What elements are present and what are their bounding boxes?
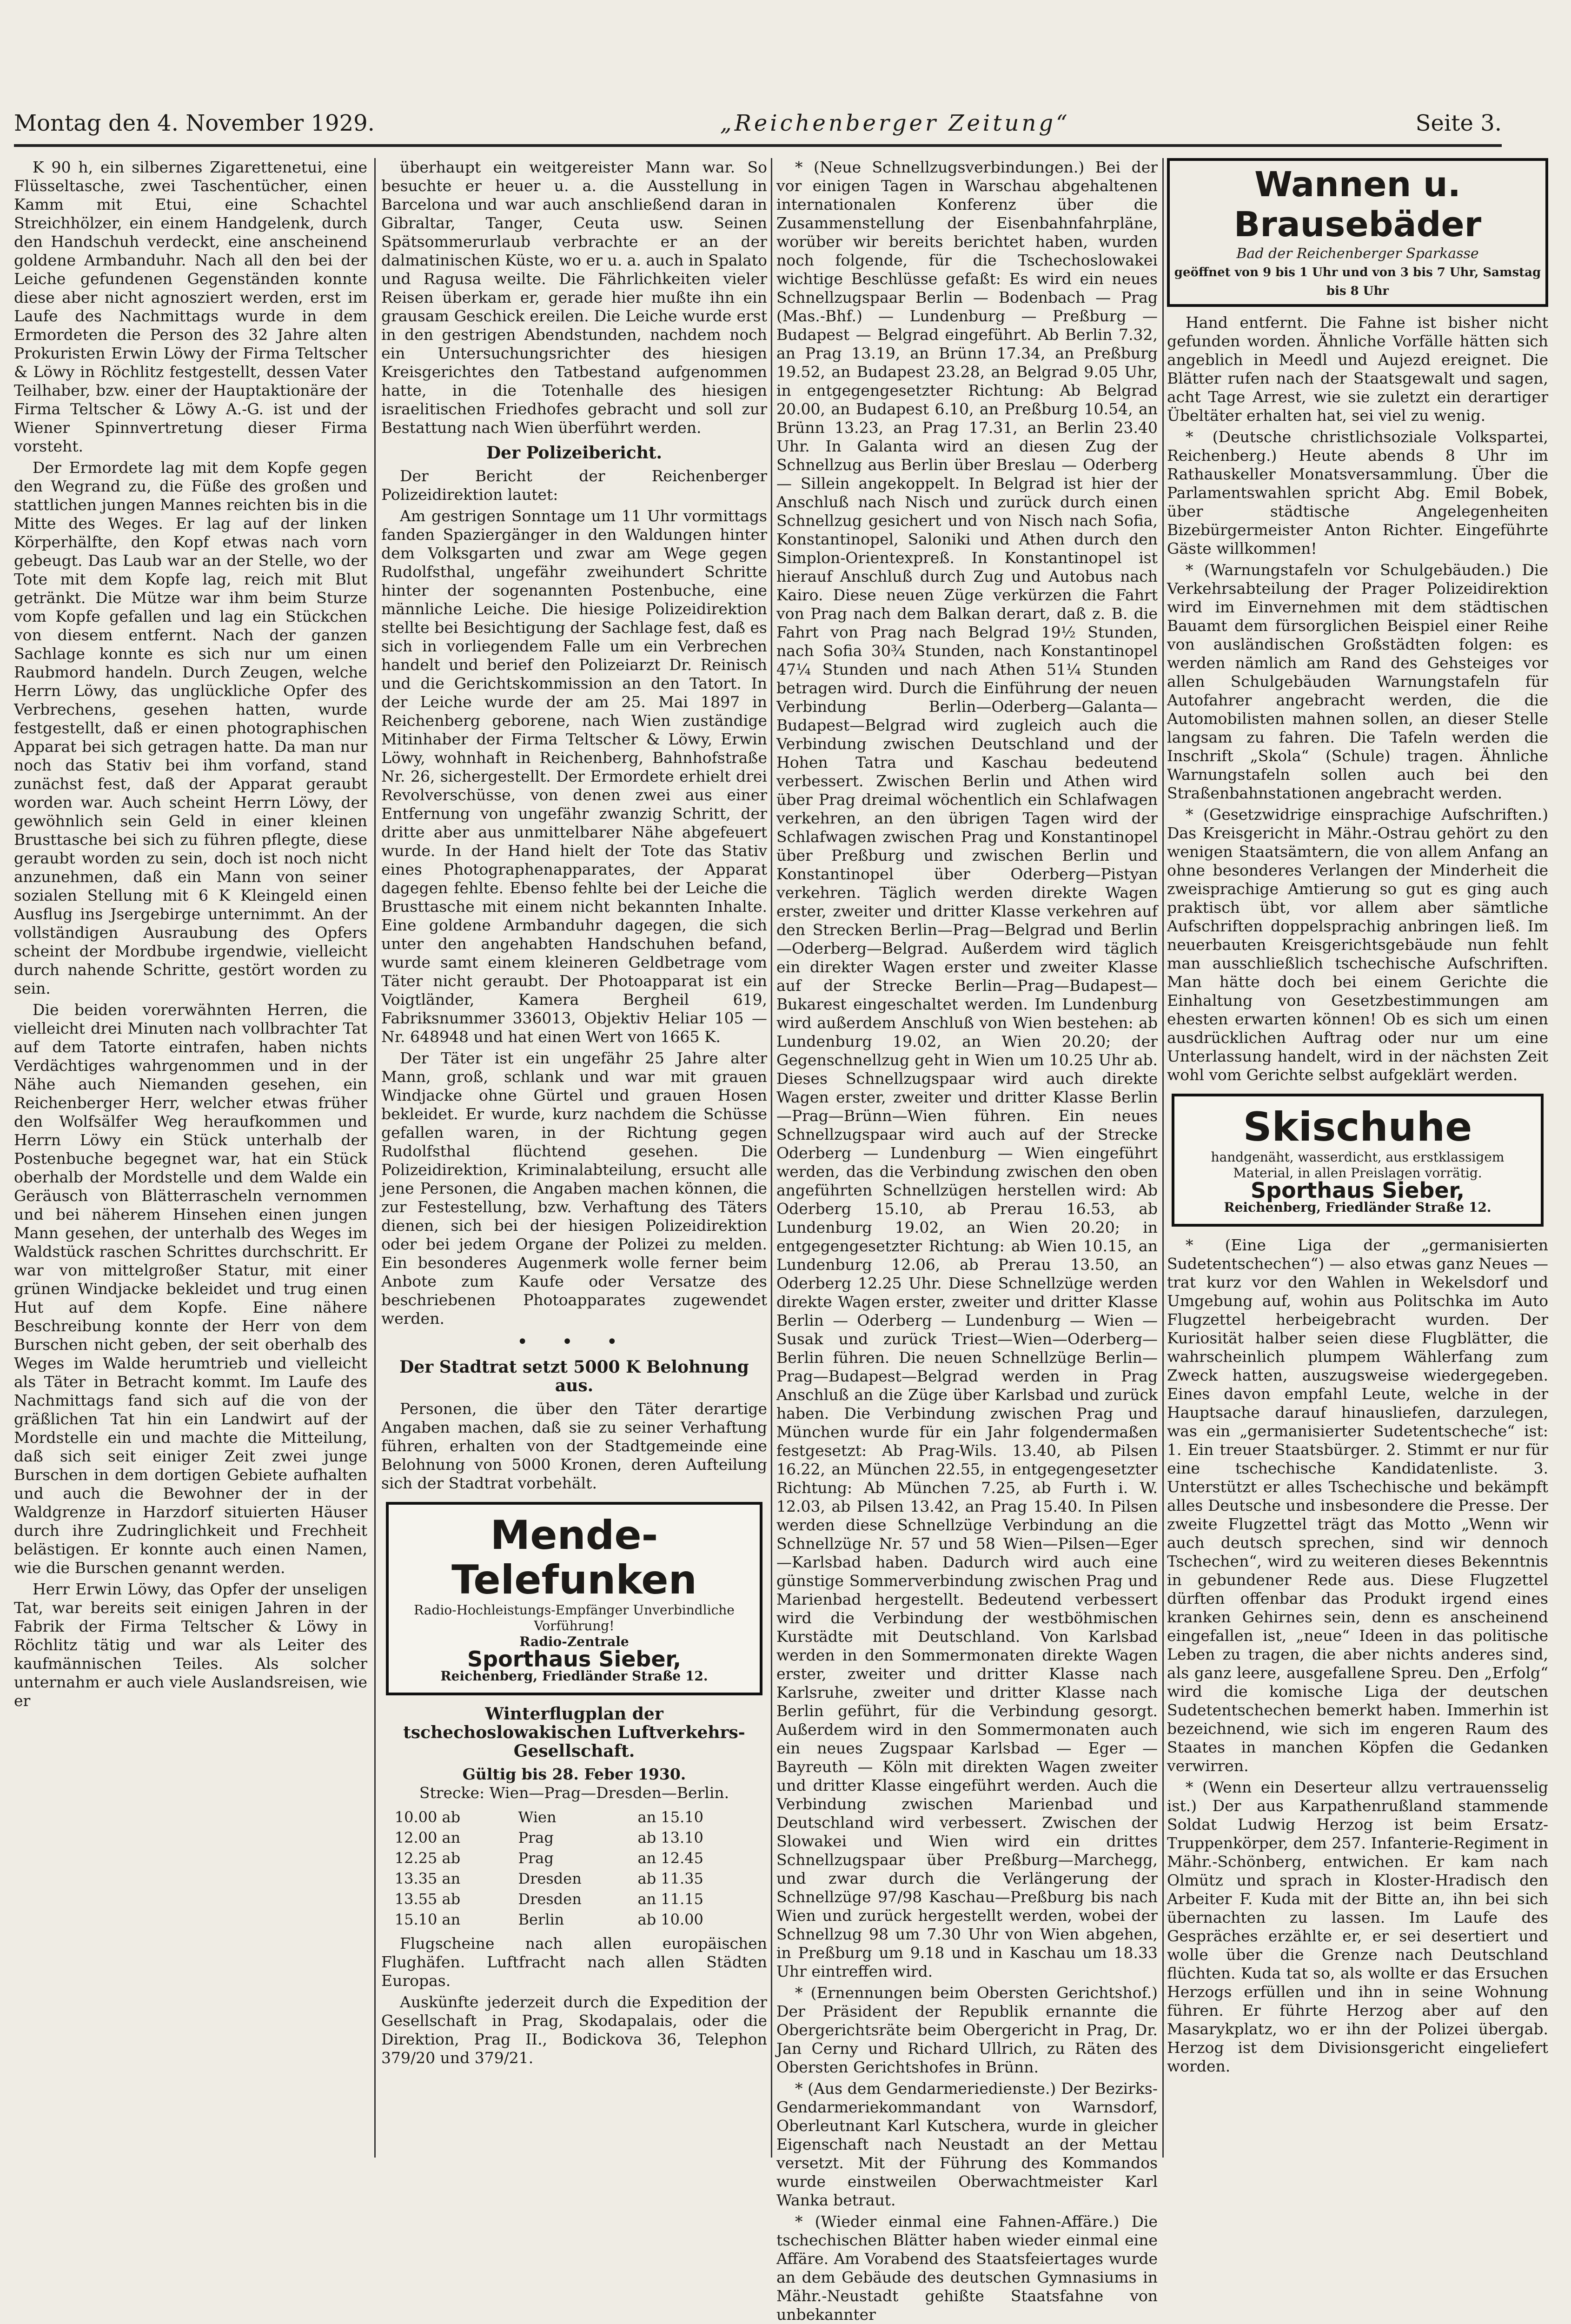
ad-shop: Sporthaus Sieber, [1251,1178,1465,1203]
flight-row [391,1848,758,1868]
header-masthead: „Reichenberger Zeitung“ [720,110,1070,136]
flight-row [391,1827,758,1848]
newspaper-page [14,19,1558,2324]
article-paragraph: * (Ernennungen beim Obersten Gerichtshof.) Der Präsident der Republik ernannte die Obergerichtsräte beim Obergericht in Prag, Dr. Jan Cerny und Richard Ullrich, zu Räten des Obersten Gerichtshofes in Brünn. [776,1984,1158,2076]
ad-address: Reichenberg, Friedländer Straße 12. [1224,1200,1491,1215]
flight-cell: 15.10 an [394,1911,461,1928]
column-rule [771,158,772,2158]
header-page-number: Seite 3. [1415,110,1502,136]
column-2 [381,158,767,2158]
column-4 [1167,158,1548,2158]
article-paragraph: Die beiden vorerwähnten Herren, die vielleicht drei Minuten nach vollbrachter Tat auf dem Tatorte eintrafen, haben nichts Verdächtiges wahrgenommen und in der Nähe auch Niemanden gesehen, ein Reichenberger Herr, welcher etwas früher den Wolfsälfer Weg heraufkommen und Herrn Löwy ein Stück unterhalb der Postenbuche begegnet war, hat ein Stück oberhalb der Mordstelle und dem Walde ein Geräusch von Blätterrascheln vernommen und bei näherem Hinsehen einen jungen Mann gesehen, der unterhalb des Weges im Waldstück raschen Schrittes durchschritt. Er war von mittelgroßer Statur, mit einer grünen Windjacke bekleidet und trug einen Hut auf dem Kopfe. Eine nähere Beschreibung konnte der Herr von dem Burschen nicht geben, der seit oberhalb des Weges im Walde herumtrieb und vielleicht als Täter in Betracht kommt. Im Laufe des Nachmittags fand sich auf die von der gräßlichen Tat hin ein Landwirt auf der Mordstelle ein und machte die Mitteilung, daß sich seit einiger Zeit zwei junge Burschen in dem dortigen Gebiete aufhalten und auch die Bewohner der in der Waldgrenze in Harzdorf situierten Häuser durch ihre Zudringlichkeit und Frechheit belästigen. Er konnte auch einen Namen, wie die Burschen genannt werden. [14,1001,367,1577]
ad-title: Mende-Telefunken [451,1512,697,1603]
ad-description: handgenäht, wasserdicht, aus erstklassigem Material, in allen Preislagen vorrätig. [1211,1149,1505,1181]
flight-cell: ab 13.10 [637,1829,703,1846]
flight-cell: ab 10.00 [637,1911,703,1928]
ad-title: Skischuhe [1243,1104,1472,1150]
flight-cell: Dresden [518,1870,582,1887]
flight-cell: an 15.10 [637,1808,703,1826]
flight-row [391,1909,758,1930]
section-heading: Der Stadtrat setzt 5000 K Belohnung aus. [399,1357,749,1395]
flight-cell: an 12.45 [637,1849,703,1867]
header-date: Montag den 4. November 1929. [14,110,375,136]
flight-cell: Dresden [518,1890,582,1908]
flight-cell: 12.25 ab [394,1849,461,1867]
article-paragraph: Personen, die über den Täter derartige Angaben machen, daß sie zu seiner Verhaftung führen, erhalten von der Stadtgemeinde eine Belohnung von 5000 Kronen, deren Aufteilung sich der Stadtrat vorbehält. [381,1400,767,1492]
flight-route: Strecke: Wien—Prag—Dresden—Berlin. [419,1784,729,1802]
flight-validity: Gültig bis 28. Feber 1930. [462,1765,686,1783]
flight-cell: 10.00 ab [394,1808,461,1826]
flight-cell: Prag [518,1849,554,1867]
ad-label: Radio-Zentrale [519,1634,629,1649]
ad-hours: geöffnet von 9 bis 1 Uhr und von 3 bis 7 Uhr, Samstag bis 8 Uhr [1174,266,1541,298]
ad-subtitle: Bad der Reichenberger Sparkasse [1236,246,1479,262]
article-paragraph: * (Neue Schnellzugsverbindungen.) Bei der vor einigen Tagen in Warschau abgehaltenen internationalen Konferenz über die Zusammenstellung der Eisenbahnfahrpläne, worüber wir bereits berichtet haben, wurden noch folgende, für die Tschechoslowakei wichtige Beschlüsse gefaßt: Es wird ein neues Schnellzugspaar Berlin — Bodenbach — Prag (Mas.-Bhf.) — Lundenburg — Preßburg — Budapest — Belgrad eingeführt. Ab Berlin 7.32, an Prag 13.19, an Brünn 17.34, an Preßburg 19.52, an Budapest 23.28, an Belgrad 9.05 Uhr, in entgegengesetzter Richtung: Ab Belgrad 20.00, an Budapest 6.10, an Preßburg 10.54, an Brünn 13.23, an Prag 17.31, an Berlin 23.40 Uhr. In Galanta wird an diesen Zug der Schnellzug aus Berlin über Breslau — Oderberg — Sillein angekoppelt. In Belgrad ist hier der Anschluß nach Nisch und zurück durch einen Schnellzug gesichert und von Nisch nach Sofia, Konstantinopel, Saloniki und Athen durch den Simplon-Orientexpreß. In Konstantinopel ist hierauf Anschluß durch Zug und Autobus nach Kairo. Diese neuen Züge verkürzen die Fahrt von Prag nach dem Balkan derart, daß z. B. die Fahrt von Prag nach Belgrad 19½ Stunden, nach Sofia 30¾ Stunden, nach Konstantinopel 47¼ Stunden und nach Athen 51¼ Stunden betragen wird. Durch die Einführung der neuen Verbindung Berlin—Oderberg—Galanta—Budapest—Belgrad wird zugleich auch die Verbindung zwischen Deutschland und der Hohen Tatra und Kaschau bedeutend verbessert. Zwischen Berlin und Athen wird über Prag dreimal wöchentlich ein Schlafwagen verkehren, an den übrigen Tagen wird der Schlafwagen zwischen Prag und Konstantinopel über Preßburg und zwischen Berlin und Konstantinopel über Oderberg—Pistyan verkehren. Täglich werden direkte Wagen erster, zweiter und dritter Klasse verkehren auf den Strecken Berlin—Prag—Belgrad und Berlin—Oderberg—Belgrad. Außerdem wird täglich ein direkter Wagen erster und zweiter Klasse auf der Strecke Berlin—Prag—Budapest—Bukarest eingeschaltet werden. Im Lundenburg wird außerdem Anschluß von Wien bestehen: ab Lundenburg 19.02, an Wien 20.20; der Gegenschnellzug geht in Wien um 10.25 Uhr ab. Dieses Schnellzugspaar wird auch direkte Wagen erster, zweiter und dritter Klasse Berlin—Prag—Brünn—Wien führen. Ein neues Schnellzugspaar wird auch auf der Strecke Oderberg — Lundenburg — Wien eingeführt werden, das die Verbindung zwischen den oben angeführten Schnellzügen herstellen wird: Ab Oderberg 15.10, ab Prerau 16.53, ab Lundenburg 19.02, an Wien 20.20; in entgegengesetzter Richtung: ab Wien 10.15, an Lundenburg 12.06, ab Prerau 13.50, an Oderberg 12.25 Uhr. Diese Schnellzüge werden direkte Wagen erster, zweiter und dritter Klasse Berlin — Oderberg — Lundenburg — Wien — Susak und zurück Triest—Wien—Oderberg—Berlin führen. Die neuen Schnellzüge Berlin—Prag—Budapest—Belgrad werden in Prag Anschluß an die Züge über Karlsbad und zurück haben. Die Verbindung zwischen Prag und München wurde für ein Jahr folgendermaßen festgesetzt: Ab Prag-Wils. 13.40, ab Pilsen 16.22, an München 22.55, in entgegengesetzter Richtung: Ab München 7.25, ab Furth i. W. 12.03, ab Pilsen 13.42, an Prag 15.40. In Pilsen werden diese Schnellzüge Verbindung an die Schnellzüge Nr. 57 und 58 Wien—Pilsen—Eger—Karlsbad haben. Dadurch wird auch eine günstige Sommerverbindung zwischen Prag und Marienbad hergestellt. Bedeutend verbessert wird die Verbindung der westböhmischen Kurstädte mit Deutschland. Von Karlsbad werden in den Sommermonaten direkte Wagen erster, zweiter und dritter Klasse nach Karlsruhe, zweiter und dritter Klasse nach Berlin geführt, für die Verbindung gesorgt. Außerdem wird in den Sommermonaten auch ein neues Zugspaar Karlsbad — Eger — Bayreuth — Köln mit direkten Wagen zweiter und dritter Klasse eingeführt werden. Auch die Verbindung zwischen Marienbad und Deutschland wird verbessert. Zwischen der Slowakei und Wien wird ein drittes Schnellzugspaar über Preßburg—Marchegg, und zwar durch die Verlängerung der Schnellzüge 97/98 Kaschau—Preßburg bis nach Wien und zurück hergestellt werden, wobei der Schnellzug 98 um 7.30 Uhr von Wien abgehen, in Preßburg um 9.18 und in Kaschau um 18.33 Uhr eintreffen wird. [776,158,1158,1980]
article-paragraph: * (Eine Liga der „germanisierten Sudetentschechen“) — also etwas ganz Neues — trat kurz vor den Wahlen in Wekelsdorf und Umgebung auf, wohin aus Politschka im Auto Flugzettel herbeigebracht wurden. Der Kuriosität halber seien diese Flugblätter, die wahrscheinlich plumpem Wählerfang zum Zweck hatten, auszugsweise wiedergegeben. Eines davon empfahl Leute, welche in der Hauptsache darauf hinausliefen, darzulegen, was ein „germanisierter Sudetentscheche“ ist: 1. Ein treuer Staatsbürger. 2. Stimmt er nur für eine tschechische Kandidatenliste. 3. Unterstützt er alles Tschechische und bekämpft alles Deutsche und insbesondere die Presse. Der zweite Flugzettel trägt das Motto „Wenn wir auch deutsch sprechen, sind wir dennoch Tschechen“, wird zu weiteren dieses Bekenntnis in gebundener Rede aus. Diese Flugzettel dürften offenbar das Produkt irgend eines kranken Gehirnes sein, denn es anscheinend eingefallen ist, „neue“ Ideen in das politische Leben zu tragen, die aber nichts anderes sind, als ganz leere, ausgefallene Spreu. Den „Erfolg“ wird die komische Liga der deutschen Sudetentschechen bemerkt haben. Immerhin ist bezeichnend, wie sich im engeren Raum des Staates in manchen Köpfen die Gedanken verwirren. [1167,1236,1548,1775]
article-paragraph: Flugscheine nach allen europäischen Flughäfen. Luftfracht nach allen Städten Europas. [381,1934,767,1990]
ad-subtitle: Radio-Hochleistungs-Empfänger Unverbindliche Vorführung! [414,1602,735,1633]
article-paragraph: * (Gesetzwidrige einsprachige Aufschriften.) Das Kreisgericht in Mähr.-Ostrau gehört zu den wenigen Staatsämtern, die von allem Anfang an ohne besonderes Verlangen der Minderheit die zweisprachige Amtierung so gut es ging auch praktisch übt, vor allem aber sämtliche Aufschriften doppelsprachig anbringen ließ. Im neuerbauten Kreisgerichtsgebäude nun fehlt man ausschließlich tschechische Aufschriften. Man hätte doch bei einem Gerichte die Einhaltung von Gesetzbestimmungen am ehesten erwarten können! Ob es sich um einen ausdrücklichen Auftrag oder nur um eine Unterlassung handelt, wird in der nächsten Zeit wohl vom Gerichte selbst aufgeklärt werden. [1167,805,1548,1084]
article-paragraph: * (Wenn ein Deserteur allzu vertrauensselig ist.) Der aus Karpathenrußland stammende Soldat Ludwig Herzog ist beim Ersatz-Truppenkörper, dem 257. Infanterie-Regiment in Mähr.-Schönberg, entwichen. Er kam nach Olmütz und sprach in Kloster-Hradisch den Arbeiter F. Kuda mit der Bitte an, ihn bei sich übernachten zu lassen. Im Laufe des Gespräches erzählte er, er sei desertiert und wolle über die Grenze nach Deutschland flüchten. Kuda tat so, als wollte er das Ersuchen Herzogs erfüllen und ihn in seine Wohnung führen. Er führte Herzog aber auf den Masarykplatz, wo er ihn der Polizei übergab. Herzog ist dem Divisionsgericht eingeliefert worden. [1167,1778,1548,2075]
ad-shop: Sporthaus Sieber, [467,1647,681,1672]
article-paragraph: Am gestrigen Sonntage um 11 Uhr vormittags fanden Spaziergänger in den Waldungen hinter dem Volksgarten und zwar am Wege gegen Rudolfsthal, ungefähr zweihundert Schritte hinter der sogenannten Postenbuche, eine männliche Leiche. Die hiesige Polizeidirektion stellte bei Besichtigung der Sachlage fest, daß es sich in vorliegendem Falle um ein Verbrechen handelt und berief den Polizeiarzt Dr. Reinisch und die Gerichtskommission an den Tatort. In der Leiche wurde der am 25. Mai 1897 in Reichenberg geborene, nach Wien zuständige Mitinhaber der Firma Teltscher & Löwy, Erwin Löwy, wohnhaft in Reichenberg, Bahnhofstraße Nr. 26, sichergestellt. Der Ermordete erhielt drei Revolverschüsse, von denen zwei aus einer Entfernung von ungefähr zwanzig Schritt, der dritte aber aus unmittelbarer Nähe abgefeuert wurde. In der Hand hielt der Tote das Stativ eines Photographenapparates, der Apparat dagegen fehlte. Ebenso fehlte bei der Leiche die Brusttasche mit einem nicht bekannten Inhalte. Eine goldene Armbanduhr dagegen, die sich unter den angehabten Handschuhen befand, wurde samt einem kleineren Geldbetrage vom Täter nicht geraubt. Der Photoapparat ist ein Voigtländer, Kamera Bergheil 619, Fabriksnummer 336013, Objektiv Heliar 105 — Nr. 648948 und hat einen Wert von 1665 K. [381,507,767,1046]
article-paragraph: K 90 h, ein silbernes Zigarettenetui, eine Flüsseltasche, zwei Taschentücher, einen Kamm mit Etui, eine Schachtel Streichhölzer, ein einem Handgelenk, durch den Handschuh verdeckt, eine anscheinend goldene Armbanduhr. Nach all den bei der Leiche gefundenen Gegenständen konnte diese aber nicht agnosziert werden, erst im Laufe des Nachmittags wurde in dem Ermordeten die Person des 32 Jahre alten Prokuristen Erwin Löwy der Firma Teltscher & Löwy in Röchlitz festgestellt, dessen Vater Teilhaber, bzw. einer der Hauptaktionäre der Firma Teltscher & Löwy A.-G. ist und der Wiener Spinnvertretung dieser Firma vorsteht. [14,158,367,455]
ad-address: Reichenberg, Friedländer Straße 12. [440,1668,708,1684]
column-rule [1162,158,1164,2158]
flight-cell: Berlin [518,1911,564,1928]
flight-cell: 13.55 ab [394,1890,461,1908]
advertisement-baths [1167,158,1548,307]
article-paragraph: * (Deutsche christlichsoziale Volkspartei, Reichenberg.) Heute abends 8 Uhr im Rathauskeller Monatsversammlung. Über die Parlamentswahlen spricht Abg. Emil Bobek, über städtische Angelegenheiten Bizebürgermeister Anton Richter. Eingeführte Gäste willkommen! [1167,428,1548,558]
flight-cell: an 11.15 [637,1890,703,1908]
flight-cell: Prag [518,1829,554,1846]
flight-cell: 13.35 an [394,1870,461,1887]
flight-table [391,1807,758,1930]
article-paragraph: Herr Erwin Löwy, das Opfer der unseligen Tat, war bereits seit einigen Jahren in der Fabrik der Firma Teltscher & Löwy in Röchlitz tätig und war als Leiter des kaufmännischen Teiles. Als solcher unternahm er auch viele Auslandsreisen, wie er [14,1580,367,1710]
section-heading: Der Polizeibericht. [486,443,663,463]
article-paragraph: * (Warnungstafeln vor Schulgebäuden.) Die Verkehrsabteilung der Prager Polizeidirektion wird im Einvernehmen mit dem städtischen Bauamt dem fürsorglichen Beispiel einer Reihe von ausländischen Großstädten folgen: es werden nämlich am Rand des Gehsteiges vor allen Schulgebäuden Warnungstafeln für Autofahrer angebracht werden, die die Automobilisten mahnen sollen, an dieser Stelle langsam zu fahren. Die Tafeln werden die Inschrift „Skola“ (Schule) tragen. Ähnliche Warnungstafeln sollen auch bei den Straßenbahnstationen angebracht werden. [1167,561,1548,802]
separator-dots: • • • [517,1331,632,1353]
article-paragraph: * (Wieder einmal eine Fahnen-Affäre.) Die tschechischen Blätter haben wieder einmal eine Affäre. Am Vorabend des Staatsfeiertages wurde an dem Gebäude des deutschen Gymnasiums in Mähr.-Neustadt gehißte Staatsfahne von unbekannter [776,2212,1158,2324]
article-paragraph: Der Täter ist ein ungefähr 25 Jahre alter Mann, groß, schlank und war mit grauen Windjacke ohne Gürtel und grauen Hosen bekleidet. Er wurde, kurz nachdem die Schüsse gefallen waren, in der Richtung gegen Rudolfsthal flüchtend gesehen. Die Polizeidirektion, Kriminalabteilung, ersucht alle jene Personen, die Angaben machen können, die zur Festestellung, bzw. Verhaftung des Täters dienen, sich bei der hiesigen Polizeidirektion oder bei jedem Organe der Polizei zu melden. Ein besonderes Augenmerk wolle ferner beim Anbote zum Kaufe oder Versatze des beschriebenen Photoapparates zugewendet werden. [381,1049,767,1328]
column-rule [374,158,376,2158]
advertisement-mende-telefunken [386,1502,762,1695]
flight-row [391,1807,758,1827]
article-paragraph: überhaupt ein weitgereister Mann war. So besuchte er heuer u. a. die Ausstellung in Barcelona und war auch anschließend daran in Gibraltar, Tanger, Ceuta usw. Seinen Spätsommerurlaub verbrachte er an der dalmatinischen Küste, wo er u. a. auch in Spalato und Ragusa weilte. Die Fährlichkeiten vieler Reisen überkam er, gerade hier mußte ihn ein grausam Geschick ereilen. Die Leiche wurde erst in den gestrigen Abendstunden, nachdem noch ein Untersuchungsrichter des hiesigen Kreisgerichtes den Tatbestand aufgenommen hatte, in die Totenhalle des hiesigen israelitischen Friedhofes gebracht und soll zur Bestattung nach Wien überführt werden. [381,158,767,437]
flight-cell: 12.00 an [394,1829,461,1846]
section-heading: Winterflugplan der tschechoslowakischen Luftverkehrs-Gesellschaft. [403,1704,745,1761]
article-paragraph: Hand entfernt. Die Fahne ist bisher nicht gefunden worden. Ähnliche Vorfälle hätten sich angeblich in Meedl und Aujezd ereignet. Die Blätter rufen nach der Staatsgewalt und sagen, acht Tage Arrest, wie sie zuletzt ein derartiger Übeltäter erhalten hat, sei viel zu wenig. [1167,313,1548,425]
column-1 [14,158,367,2158]
article-paragraph: Der Bericht der Reichenberger Polizeidirektion lautet: [381,467,767,504]
flight-cell: ab 11.35 [637,1870,703,1887]
flight-row [391,1868,758,1889]
flight-row [391,1889,758,1909]
article-paragraph: Auskünfte jederzeit durch die Expedition der Gesellschaft in Prag, Skodapalais, oder die Direktion, Prag II., Bodickova 36, Telephon 379/20 und 379/21. [381,1993,767,2067]
flight-cell: Wien [518,1808,557,1826]
article-paragraph: * (Aus dem Gendarmeriedienste.) Der Bezirks-Gendarmeriekommandant von Warnsdorf, Oberleutnant Karl Kutschera, wurde in gleicher Eigenschaft nach Neustadt an der Mettau versetzt. Mit der Führung des Kommandos wurde einstweilen Oberwachtmeister Karl Wanka betraut. [776,2079,1158,2209]
column-3 [776,158,1158,2324]
advertisement-skischuhe [1172,1094,1544,1227]
page-header [14,102,1502,147]
article-paragraph: Der Ermordete lag mit dem Kopfe gegen den Wegrand zu, die Füße des großen und stattlichen jungen Mannes reichten bis in die Mitte des Weges. Er lag auf der linken Körperhälfte, den Kopf etwas nach vorn gebeugt. Das Laub war an der Stelle, wo der Tote mit dem Kopfe lag, reich mit Blut getränkt. Die Mütze war ihm beim Sturze vom Kopfe gefallen und lag ein Stückchen von diesem entfernt. Nach der ganzen Sachlage konnte es sich nur um einen Raubmord handeln. Durch Zeugen, welche Herrn Löwy, das unglückliche Opfer des Verbrechens, gesehen hatten, wurde festgestellt, daß er einen photographischen Apparat bei sich getragen hatte. Da man nur noch das Stativ bei ihm vorfand, stand zunächst fest, daß der Apparat geraubt worden war. Auch scheint Herrn Löwy, der gewöhnlich sein Geld in einer kleinen Brusttasche bei sich zu führen pflegte, diese geraubt worden zu sein, doch ist noch nicht anzunehmen, daß ein Mann von seiner sozialen Stellung mit 6 K Kleingeld einen Ausflug ins Jsergebirge unternimmt. An der vollständigen Ausraubung des Opfers scheint der Mordbube irgendwie, vielleicht durch nahende Schritte, gestört worden zu sein. [14,458,367,997]
ad-title: Wannen u. Brausebäder [1233,165,1482,245]
